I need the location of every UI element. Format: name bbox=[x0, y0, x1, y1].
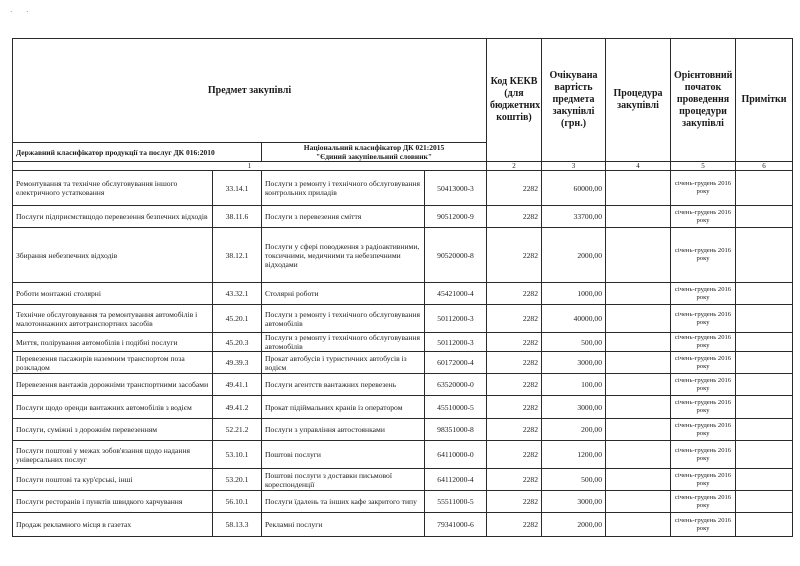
item-name: Збирання небезпечних відходів bbox=[13, 228, 213, 283]
column-number: 4 bbox=[606, 162, 671, 171]
table-row bbox=[13, 491, 793, 513]
dk021-header bbox=[262, 143, 487, 162]
kekv-code: 2282 bbox=[487, 228, 542, 283]
kekv-code: 2282 bbox=[487, 305, 542, 333]
notes-cell bbox=[736, 419, 793, 441]
expected-cost-header: Очікувана вартість предмета закупівлі (грн.) bbox=[542, 39, 606, 162]
dk016-code: 45.20.3 bbox=[213, 333, 262, 352]
dk016-code: 33.14.1 bbox=[213, 171, 262, 206]
expected-cost: 60000,00 bbox=[542, 171, 606, 206]
dk016-code: 43.32.1 bbox=[213, 283, 262, 305]
dk016-code: 52.21.2 bbox=[213, 419, 262, 441]
start-date: січень-грудень 2016 року bbox=[671, 374, 736, 396]
column-number: 5 bbox=[671, 162, 736, 171]
item-name: Ремонтування та технічне обслуговування іншого електричного устатковання bbox=[13, 171, 213, 206]
dk016-code: 58.13.3 bbox=[213, 513, 262, 537]
dk021-code: 45421000-4 bbox=[425, 283, 487, 305]
dk016-code: 53.10.1 bbox=[213, 441, 262, 469]
dk021-code: 64112000-4 bbox=[425, 469, 487, 491]
item-name: Миття, полірування автомобілів і подібні послуги bbox=[13, 333, 213, 352]
dk021-header-line2: "Єдиний закупівельний словник" bbox=[316, 152, 433, 161]
notes-header: Примітки bbox=[736, 39, 793, 162]
dk016-code: 49.39.3 bbox=[213, 352, 262, 374]
start-date: січень-грудень 2016 року bbox=[671, 396, 736, 419]
item-name: Послуги поштові та кур'єрські, інші bbox=[13, 469, 213, 491]
procedure-cell bbox=[606, 374, 671, 396]
item-name: Послуги ресторанів і пунктів швидкого харчування bbox=[13, 491, 213, 513]
item-name: Послуги поштові у межах зобов'язання щодо надання універсальних послуг bbox=[13, 441, 213, 469]
procedure-cell bbox=[606, 283, 671, 305]
column-number: 2 bbox=[487, 162, 542, 171]
item-name: Послуги, суміжні з дорожнім перевезенням bbox=[13, 419, 213, 441]
start-date: січень-грудень 2016 року bbox=[671, 283, 736, 305]
dk016-code: 38.12.1 bbox=[213, 228, 262, 283]
notes-cell bbox=[736, 513, 793, 537]
kekv-code: 2282 bbox=[487, 206, 542, 228]
expected-cost: 500,00 bbox=[542, 469, 606, 491]
dk016-code: 49.41.1 bbox=[213, 374, 262, 396]
dk021-name: Прокат підіймальних кранів із оператором bbox=[262, 396, 425, 419]
dk021-code: 50413000-3 bbox=[425, 171, 487, 206]
procedure-cell bbox=[606, 419, 671, 441]
start-date: січень-грудень 2016 року bbox=[671, 419, 736, 441]
notes-cell bbox=[736, 283, 793, 305]
dk016-code: 56.10.1 bbox=[213, 491, 262, 513]
dk016-code: 38.11.6 bbox=[213, 206, 262, 228]
item-name: Перевезення вантажів дорожніми транспортними засобами bbox=[13, 374, 213, 396]
dk021-code: 79341000-6 bbox=[425, 513, 487, 537]
expected-cost: 2000,00 bbox=[542, 228, 606, 283]
start-date: січень-грудень 2016 року bbox=[671, 441, 736, 469]
column-number: 1 bbox=[13, 162, 487, 171]
dk016-code: 49.41.2 bbox=[213, 396, 262, 419]
dk021-code: 60172000-4 bbox=[425, 352, 487, 374]
kekv-code: 2282 bbox=[487, 171, 542, 206]
kekv-code: 2282 bbox=[487, 441, 542, 469]
dk021-name: Послуги агентств вантажних перевезень bbox=[262, 374, 425, 396]
notes-cell bbox=[736, 206, 793, 228]
dk021-name: Рекламні послуги bbox=[262, 513, 425, 537]
procedure-cell bbox=[606, 469, 671, 491]
expected-cost: 33700,00 bbox=[542, 206, 606, 228]
dk021-code: 50112000-3 bbox=[425, 333, 487, 352]
dk021-code: 90512000-9 bbox=[425, 206, 487, 228]
item-name: Послуги щодо оренди вантажних автомобілів з водієм bbox=[13, 396, 213, 419]
procedure-cell bbox=[606, 513, 671, 537]
kekv-code: 2282 bbox=[487, 396, 542, 419]
dk021-name: Прокат автобусів і туристичних автобусів із водієм bbox=[262, 352, 425, 374]
start-date: січень-грудень 2016 року bbox=[671, 171, 736, 206]
table-row bbox=[13, 419, 793, 441]
expected-cost: 1000,00 bbox=[542, 283, 606, 305]
dk021-code: 50112000-3 bbox=[425, 305, 487, 333]
kekv-code: 2282 bbox=[487, 491, 542, 513]
expected-cost: 3000,00 bbox=[542, 491, 606, 513]
dk021-code: 45510000-5 bbox=[425, 396, 487, 419]
item-name: Продаж рекламного місця в газетах bbox=[13, 513, 213, 537]
notes-cell bbox=[736, 491, 793, 513]
table-row bbox=[13, 352, 793, 374]
procedure-cell bbox=[606, 228, 671, 283]
dk021-name: Послуги з управління автостоянками bbox=[262, 419, 425, 441]
expected-cost: 100,00 bbox=[542, 374, 606, 396]
procedure-cell bbox=[606, 333, 671, 352]
notes-cell bbox=[736, 396, 793, 419]
kekv-code: 2282 bbox=[487, 352, 542, 374]
expected-cost: 3000,00 bbox=[542, 352, 606, 374]
expected-cost: 40000,00 bbox=[542, 305, 606, 333]
dk016-header: Державний класифікатор продукції та послуг ДК 016:2010 bbox=[13, 143, 262, 162]
table-row bbox=[13, 333, 793, 352]
start-date: січень-грудень 2016 року bbox=[671, 352, 736, 374]
table-row bbox=[13, 469, 793, 491]
procedure-cell bbox=[606, 352, 671, 374]
column-number: 6 bbox=[736, 162, 793, 171]
start-date: січень-грудень 2016 року bbox=[671, 305, 736, 333]
dk021-name: Послуги з перевезення сміття bbox=[262, 206, 425, 228]
dk021-name: Послуги у сфері поводження з радіоактивними, токсичними, медичними та небезпечними відходами bbox=[262, 228, 425, 283]
procedure-header: Процедура закупівлі bbox=[606, 39, 671, 162]
table-row bbox=[13, 283, 793, 305]
notes-cell bbox=[736, 228, 793, 283]
dk021-name: Поштові послуги bbox=[262, 441, 425, 469]
table-row bbox=[13, 441, 793, 469]
expected-cost: 2000,00 bbox=[542, 513, 606, 537]
dk021-name: Поштові послуги з доставки письмової кореспонденції bbox=[262, 469, 425, 491]
procedure-cell bbox=[606, 305, 671, 333]
procedure-cell bbox=[606, 441, 671, 469]
table-row bbox=[13, 396, 793, 419]
expected-cost: 200,00 bbox=[542, 419, 606, 441]
kekv-code: 2282 bbox=[487, 283, 542, 305]
table-row bbox=[13, 206, 793, 228]
table-row bbox=[13, 171, 793, 206]
start-header: Орієнтовний початок проведення процедури закупівлі bbox=[671, 39, 736, 162]
start-date: січень-грудень 2016 року bbox=[671, 469, 736, 491]
expected-cost: 500,00 bbox=[542, 333, 606, 352]
table-row bbox=[13, 305, 793, 333]
start-date: січень-грудень 2016 року bbox=[671, 513, 736, 537]
start-date: січень-грудень 2016 року bbox=[671, 206, 736, 228]
dk021-name: Послуги з ремонту і технічного обслуговування контрольних приладів bbox=[262, 171, 425, 206]
start-date: січень-грудень 2016 року bbox=[671, 333, 736, 352]
item-name: Технічне обслуговування та ремонтування автомобілів і малотоннажних автотранспортних засобів bbox=[13, 305, 213, 333]
dk021-code: 64110000-0 bbox=[425, 441, 487, 469]
start-date: січень-грудень 2016 року bbox=[671, 228, 736, 283]
dk021-name: Послуги з ремонту і технічного обслуговування автомобілів bbox=[262, 333, 425, 352]
kekv-code: 2282 bbox=[487, 469, 542, 491]
kekv-header: Код КЕКВ (для бюджетних коштів) bbox=[487, 39, 542, 162]
dk021-code: 90520000-8 bbox=[425, 228, 487, 283]
table-row bbox=[13, 374, 793, 396]
kekv-code: 2282 bbox=[487, 419, 542, 441]
kekv-code: 2282 bbox=[487, 333, 542, 352]
procedure-cell bbox=[606, 491, 671, 513]
notes-cell bbox=[736, 352, 793, 374]
kekv-code: 2282 bbox=[487, 513, 542, 537]
dk021-code: 55511000-5 bbox=[425, 491, 487, 513]
notes-cell bbox=[736, 374, 793, 396]
table-row bbox=[13, 228, 793, 283]
dk021-code: 98351000-8 bbox=[425, 419, 487, 441]
dk021-header-line1: Національний класифікатор ДК 021:2015 bbox=[303, 143, 445, 152]
plan-body bbox=[13, 171, 793, 537]
column-number: 3 bbox=[542, 162, 606, 171]
dk021-name: Послуги їдалень та інших кафе закритого типу bbox=[262, 491, 425, 513]
scan-artifact: · · bbox=[10, 8, 35, 16]
procurement-plan-table bbox=[12, 38, 793, 537]
notes-cell bbox=[736, 305, 793, 333]
notes-cell bbox=[736, 171, 793, 206]
procedure-cell bbox=[606, 396, 671, 419]
item-name: Роботи монтажні столярні bbox=[13, 283, 213, 305]
dk016-code: 45.20.1 bbox=[213, 305, 262, 333]
dk021-name: Послуги з ремонту і технічного обслуговування автомобілів bbox=[262, 305, 425, 333]
dk021-name: Столярні роботи bbox=[262, 283, 425, 305]
item-name: Послуги підприємствщодо перевезення безпечних відходів bbox=[13, 206, 213, 228]
table-row bbox=[13, 513, 793, 537]
item-name: Перевезення пасажирів наземним транспортом поза розкладом bbox=[13, 352, 213, 374]
procedure-cell bbox=[606, 171, 671, 206]
kekv-code: 2282 bbox=[487, 374, 542, 396]
dk016-code: 53.20.1 bbox=[213, 469, 262, 491]
procedure-cell bbox=[606, 206, 671, 228]
notes-cell bbox=[736, 441, 793, 469]
expected-cost: 1200,00 bbox=[542, 441, 606, 469]
notes-cell bbox=[736, 469, 793, 491]
start-date: січень-грудень 2016 року bbox=[671, 491, 736, 513]
subject-header: Предмет закупівлі bbox=[13, 39, 487, 143]
dk021-code: 63520000-0 bbox=[425, 374, 487, 396]
notes-cell bbox=[736, 333, 793, 352]
expected-cost: 3000,00 bbox=[542, 396, 606, 419]
